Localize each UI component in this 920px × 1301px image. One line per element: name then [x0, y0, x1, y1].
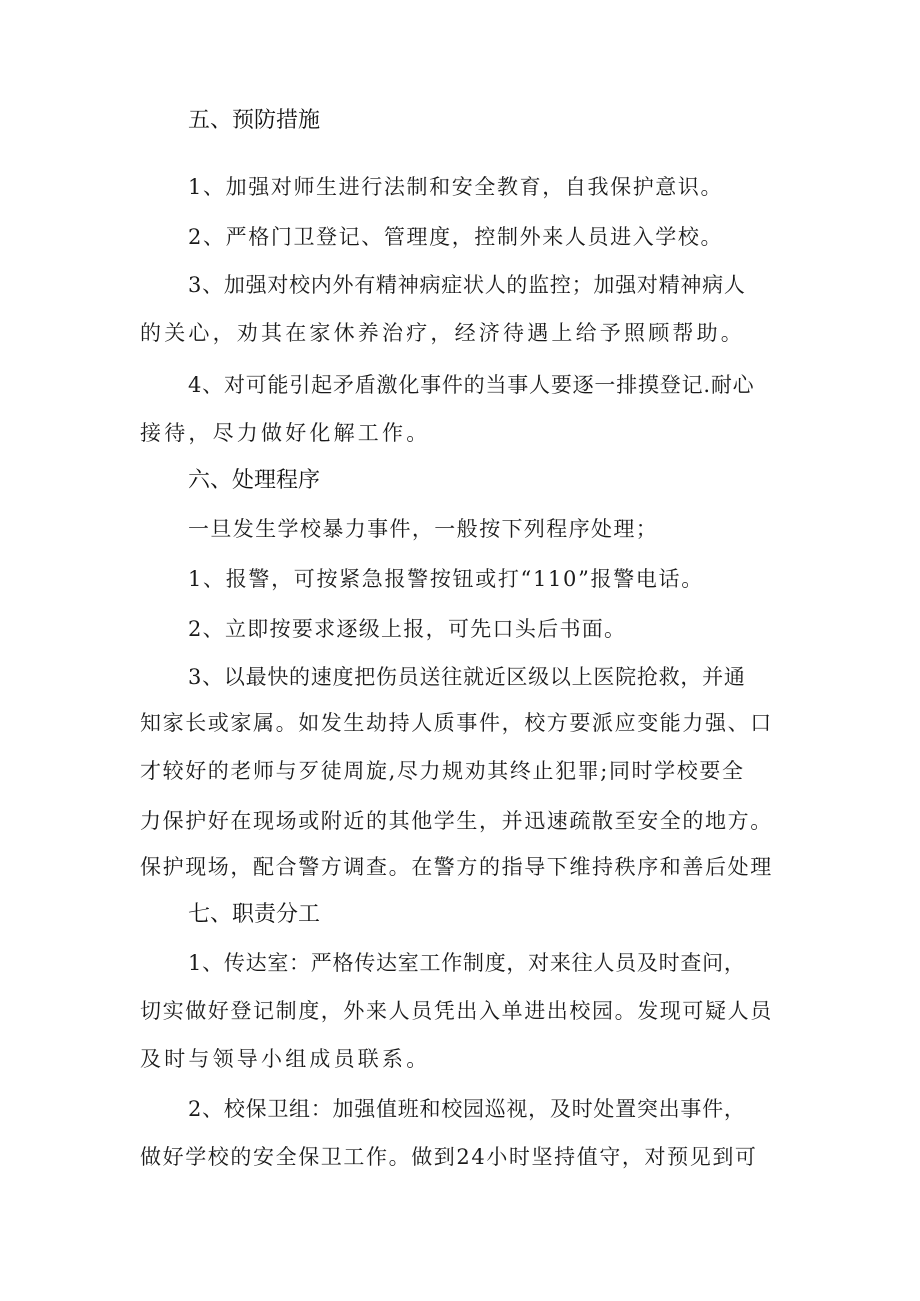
paragraph-line: 2、严格门卫登记、管理度，控制外来人员进入学校。 — [188, 225, 724, 249]
paragraph-line: 及时与领导小组成员联系。 — [140, 1047, 431, 1071]
paragraph-line: 3、加强对校内外有精神病症状人的监控；加强对精神病人 — [188, 273, 746, 297]
paragraph-line: 1、加强对师生进行法制和安全教育，自我保护意识。 — [188, 175, 724, 199]
paragraph-line: 接待，尽力做好化解工作。 — [140, 421, 431, 445]
paragraph-line: 保护现场，配合警方调查。在警方的指导下维持秩序和善后处理 — [140, 855, 773, 879]
paragraph-line: 才较好的老师与歹徒周旋,尽力规劝其终止犯罪;同时学校要全 — [140, 759, 745, 783]
paragraph-line: 做好学校的安全保卫工作。做到24小时坚持值守，对预见到可 — [140, 1145, 758, 1169]
paragraph-line: 1、传达室：严格传达室工作制度，对来往人员及时查问， — [188, 951, 746, 975]
paragraph-line: 1、报警，可按紧急报警按钮或打“110”报警电话。 — [188, 567, 704, 591]
paragraph-line: 一旦发生学校暴力事件，一般按下列程序处理； — [188, 517, 659, 541]
paragraph-line: 3、以最快的速度把伤员送往就近区级以上医院抢救，并通 — [188, 665, 746, 689]
paragraph-line: 知家长或家属。如发生劫持人质事件，校方要派应变能力强、口 — [140, 711, 773, 735]
section-heading-procedure: 六、处理程序 — [188, 468, 321, 493]
paragraph-line: 4、对可能引起矛盾激化事件的当事人要逐一排摸登记.耐心 — [188, 373, 755, 397]
section-heading-responsibilities: 七、职责分工 — [188, 902, 321, 927]
paragraph-line: 2、校保卫组：加强值班和校园巡视，及时处置突出事件， — [188, 1097, 746, 1121]
paragraph-line: 力保护好在现场或附近的其他学生，并迅速疏散至安全的地方。 — [140, 809, 773, 833]
paragraph-line: 切实做好登记制度，外来人员凭出入单进出校园。发现可疑人员 — [140, 999, 773, 1023]
paragraph-line: 的关心，劝其在家休养治疗，经济待遇上给予照顾帮助。 — [140, 321, 745, 345]
paragraph-line: 2、立即按要求逐级上报，可先口头后书面。 — [188, 617, 627, 641]
section-heading-prevention: 五、预防措施 — [188, 108, 321, 133]
